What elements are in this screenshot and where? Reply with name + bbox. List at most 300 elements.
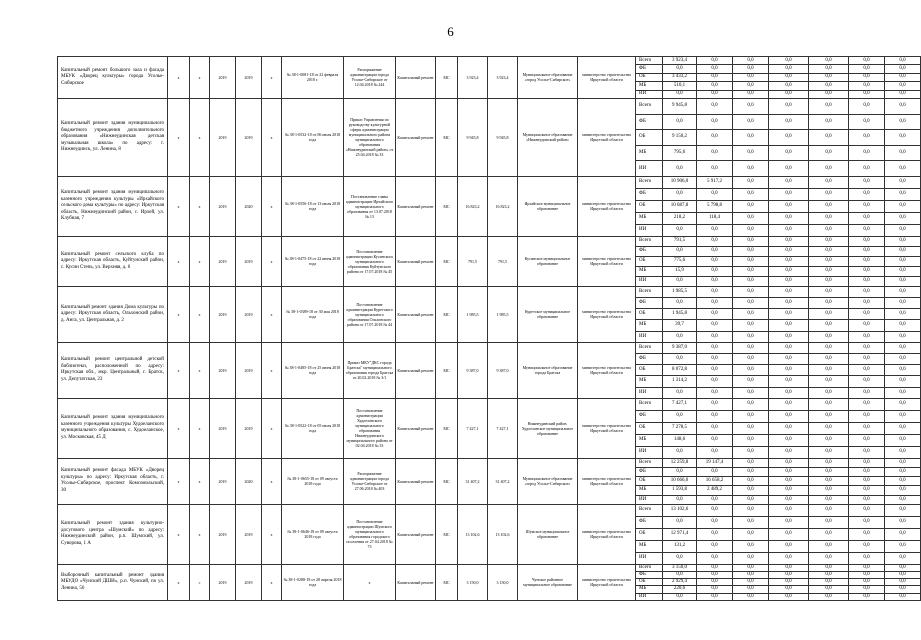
work-type: Капитальный ремонт — [396, 504, 436, 564]
registry-number: № 38-1-0522-18 от 05 июля 2018 года — [282, 398, 344, 458]
funding-value: 0,0 — [769, 571, 809, 578]
col-10: МС — [436, 57, 458, 99]
funding-value: 791,5 — [663, 236, 697, 246]
funding-value: 0,0 — [885, 516, 921, 528]
col-6: х — [262, 342, 282, 398]
funding-value: 0,0 — [885, 130, 921, 146]
funding-value: 0,0 — [849, 528, 885, 540]
funding-value: 0,0 — [769, 458, 809, 467]
col-3: х — [190, 236, 210, 286]
col-3: х — [190, 398, 210, 458]
funding-value: 0,0 — [733, 342, 769, 353]
funding-value: 0,0 — [697, 65, 733, 73]
funding-value: 0,0 — [885, 82, 921, 90]
funding-value: 0,0 — [885, 212, 921, 224]
registry-number: № 38-1-0485-18 от 25 июня 2018 года — [282, 342, 344, 398]
funding-value: 0,0 — [769, 477, 809, 486]
funding-value: 0,0 — [769, 73, 809, 81]
funding-value: 0,0 — [849, 176, 885, 188]
funding-value: 0,0 — [733, 458, 769, 467]
funding-value: 0,0 — [733, 176, 769, 188]
funding-value: 118,4 — [697, 212, 733, 224]
funding-value: 0,0 — [769, 376, 809, 387]
remaining-cost: 7 427,1 — [488, 398, 518, 458]
object-name: Капитальный ремонт здания муниципального казенного учреждения культуры «Ирхайского сельского дома культуры» по адресу: Иркутская область, Нижнеудинский район, с. Ирхей, ул. Клубная, 7 — [58, 176, 168, 236]
funding-source: ФБ — [636, 65, 663, 73]
funding-value: 0,0 — [809, 224, 849, 236]
funding-value: 0,0 — [733, 286, 769, 297]
funding-value: 2 489,2 — [697, 486, 733, 495]
funding-value: 0,0 — [809, 486, 849, 495]
funding-value: 0,0 — [849, 342, 885, 353]
funding-value: 0,0 — [885, 495, 921, 504]
funding-source: ФБ — [636, 467, 663, 476]
object-name: Капитальный ремонт центральной детской библиотеки, расположенной по адресу: Иркутская обл., мкр. Центральный, г. Братск, ул. Депутатская, 23 — [58, 342, 168, 398]
funding-source: ОБ — [636, 528, 663, 540]
customer: Ирхайское муниципальное образование — [518, 176, 578, 236]
funding-value: 0,0 — [769, 188, 809, 200]
remaining-cost: 9 945,8 — [488, 98, 518, 176]
funding-value: 0,0 — [769, 495, 809, 504]
funding-value: 0,0 — [733, 540, 769, 552]
customer: Куретское муниципальное образование — [518, 286, 578, 342]
funding-value: 0,0 — [809, 298, 849, 309]
col-10: МС — [436, 564, 458, 600]
funding-value: 0,0 — [849, 434, 885, 446]
funding-value: 220,6 — [663, 586, 697, 593]
funding-value: 0,0 — [733, 398, 769, 410]
funding-value: 0,0 — [885, 188, 921, 200]
funding-value: 0,0 — [809, 593, 849, 600]
funding-value: 0,0 — [809, 246, 849, 256]
col-2: х — [168, 98, 190, 176]
col-2: х — [168, 236, 190, 286]
funding-source: МБ — [636, 212, 663, 224]
decision-doc: Постановление администрации Кусинского муниципального образования Куйтунского района от 17.07.2018 № 45 — [344, 236, 396, 286]
funding-value: 0,0 — [697, 593, 733, 600]
funding-value: 0,0 — [769, 354, 809, 365]
decision-doc: Постановление главы администрации Ирхайского муниципального образования от 13.07.2018 № 13 — [344, 176, 396, 236]
funding-value: 0,0 — [849, 593, 885, 600]
funding-value: 0,0 — [849, 320, 885, 331]
funding-source: ОБ — [636, 579, 663, 586]
funding-value: 0,0 — [885, 586, 921, 593]
funding-value: 0,0 — [697, 331, 733, 342]
funding-value: 0,0 — [809, 354, 849, 365]
funding-value: 0,0 — [849, 571, 885, 578]
funding-value: 0,0 — [885, 276, 921, 286]
funding-value: 0,0 — [733, 236, 769, 246]
col-3: х — [190, 286, 210, 342]
funding-value: 0,0 — [769, 593, 809, 600]
funding-value: 0,0 — [733, 564, 769, 571]
funding-value: 9 945,8 — [663, 98, 697, 114]
funding-value: 0,0 — [809, 504, 849, 516]
funding-value: 0,0 — [769, 161, 809, 177]
funding-value: 0,0 — [885, 504, 921, 516]
funding-value: 0,0 — [849, 98, 885, 114]
table-row — [58, 236, 921, 246]
funding-value: 0,0 — [849, 410, 885, 422]
funding-value: 0,0 — [769, 516, 809, 528]
funding-value: 12 971,4 — [663, 528, 697, 540]
funding-value: 0,0 — [809, 387, 849, 398]
col-2: х — [168, 286, 190, 342]
funding-value: 3 433,2 — [663, 73, 697, 81]
funding-value: 0,0 — [663, 298, 697, 309]
funding-value: 0,0 — [769, 486, 809, 495]
estimated-cost: 9 945,8 — [458, 98, 488, 176]
col-2: х — [168, 564, 190, 600]
funding-value: 0,0 — [885, 410, 921, 422]
customer: Муниципальное образование «город Усолье-Сибирское» — [518, 57, 578, 99]
funding-value: 0,0 — [809, 65, 849, 73]
funding-value: 2 929,4 — [663, 579, 697, 586]
object-name: Капитальный ремонт здания муниципального казенного учреждения культуры Худоеланского муниципального образования, с. Худоеланское, ул. Московская, 45 Д — [58, 398, 168, 458]
col-10: МС — [436, 504, 458, 564]
decision-doc: Постановление администрации Худоеланского муниципального образования Нижнеудинского муниципального района от 02.04.2018 № 33 — [344, 398, 396, 458]
responsible-ministry: министерство строительства Иркутской области — [578, 98, 636, 176]
funding-value: 0,0 — [769, 224, 809, 236]
responsible-ministry: министерство строительства Иркутской области — [578, 504, 636, 564]
funding-value: 510,1 — [663, 82, 697, 90]
responsible-ministry: министерство строительства Иркутской области — [578, 398, 636, 458]
year-start: 2019 — [210, 458, 236, 504]
funding-source: ФБ — [636, 354, 663, 365]
responsible-ministry: министерство строительства Иркутской области — [578, 176, 636, 236]
funding-value: 0,0 — [733, 161, 769, 177]
funding-value: 0,0 — [849, 564, 885, 571]
funding-value: 0,0 — [697, 298, 733, 309]
funding-source: Всего — [636, 98, 663, 114]
col-6: х — [262, 564, 282, 600]
funding-source: ИИ — [636, 446, 663, 458]
funding-value: 0,0 — [663, 90, 697, 98]
funding-value: 13 102,6 — [663, 504, 697, 516]
year-end: 2019 — [236, 286, 262, 342]
funding-value: 12 259,8 — [663, 458, 697, 467]
funding-value: 0,0 — [733, 422, 769, 434]
funding-value: 0,0 — [769, 528, 809, 540]
funding-value: 0,0 — [809, 571, 849, 578]
funding-value: 5 798,8 — [697, 200, 733, 212]
funding-source: Всего — [636, 504, 663, 516]
year-start: 2019 — [210, 236, 236, 286]
funding-value: 0,0 — [849, 309, 885, 320]
funding-value: 0,0 — [849, 540, 885, 552]
table-row — [58, 57, 921, 65]
funding-value: 0,0 — [663, 410, 697, 422]
funding-value: 0,0 — [769, 422, 809, 434]
col-6: х — [262, 286, 282, 342]
col-2: х — [168, 342, 190, 398]
funding-value: 0,0 — [769, 212, 809, 224]
funding-value: 8 072,8 — [663, 365, 697, 376]
funding-value: 0,0 — [849, 354, 885, 365]
funding-value: 0,0 — [733, 516, 769, 528]
funding-value: 0,0 — [885, 320, 921, 331]
funding-value: 0,0 — [849, 266, 885, 276]
funding-value: 0,0 — [885, 331, 921, 342]
funding-value: 0,0 — [697, 256, 733, 266]
funding-value: 9 150,2 — [663, 130, 697, 146]
funding-value: 0,0 — [885, 286, 921, 297]
funding-value: 0,0 — [849, 188, 885, 200]
customer: Кусинское муниципальное образование — [518, 236, 578, 286]
funding-value: 0,0 — [885, 309, 921, 320]
funding-value: 0,0 — [809, 130, 849, 146]
funding-value: 0,0 — [733, 266, 769, 276]
col-6: х — [262, 176, 282, 236]
funding-source: ИИ — [636, 161, 663, 177]
year-end: 2020 — [236, 458, 262, 504]
funding-source: МБ — [636, 486, 663, 495]
funding-source: ИИ — [636, 90, 663, 98]
year-start: 2019 — [210, 564, 236, 600]
funding-value: 0,0 — [809, 266, 849, 276]
decision-doc: Приказ МКУ"ДКС города Братска" муниципального образования города Братска от 20.02.2018 № 3/1 — [344, 342, 396, 398]
funding-value: 0,0 — [885, 114, 921, 130]
work-type: Капитальный ремонт — [396, 98, 436, 176]
funding-value: 0,0 — [733, 446, 769, 458]
funding-value: 0,0 — [809, 331, 849, 342]
funding-value: 0,0 — [769, 467, 809, 476]
year-end: 2019 — [236, 236, 262, 286]
funding-value: 0,0 — [809, 145, 849, 161]
funding-value: 0,0 — [809, 212, 849, 224]
customer: Чунское районное муниципальное образование — [518, 564, 578, 600]
funding-value: 0,0 — [769, 410, 809, 422]
year-start: 2019 — [210, 398, 236, 458]
funding-value: 0,0 — [769, 276, 809, 286]
funding-value: 0,0 — [769, 434, 809, 446]
funding-value: 0,0 — [663, 246, 697, 256]
funding-value: 0,0 — [809, 57, 849, 65]
estimated-cost: 16 823,2 — [458, 176, 488, 236]
funding-value: 0,0 — [885, 458, 921, 467]
funding-value: 0,0 — [733, 320, 769, 331]
funding-value: 0,0 — [733, 73, 769, 81]
responsible-ministry: министерство строительства Иркутской области — [578, 564, 636, 600]
funding-value: 0,0 — [885, 342, 921, 353]
funding-value: 0,0 — [697, 145, 733, 161]
funding-value: 15,9 — [663, 266, 697, 276]
funding-value: 0,0 — [809, 309, 849, 320]
funding-value: 0,0 — [769, 98, 809, 114]
funding-value: 0,0 — [733, 376, 769, 387]
funding-value: 0,0 — [663, 571, 697, 578]
year-end: 2019 — [236, 342, 262, 398]
funding-value: 0,0 — [809, 434, 849, 446]
funding-value: 0,0 — [849, 467, 885, 476]
object-name: Капитальный ремонт здания муниципального бюджетного учреждения дополнительного образования «Нижнеудинская детская музыкальная школа» по адресу: г. Нижнеудинск, ул. Ленина, 8 — [58, 98, 168, 176]
col-3: с — [190, 564, 210, 600]
funding-value: 0,0 — [697, 188, 733, 200]
funding-value: 0,0 — [769, 82, 809, 90]
funding-value: 0,0 — [733, 82, 769, 90]
funding-value: 0,0 — [885, 236, 921, 246]
funding-value: 0,0 — [885, 467, 921, 476]
funding-value: 1 985,5 — [663, 286, 697, 297]
funding-value: 0,0 — [885, 73, 921, 81]
table-row — [58, 98, 921, 114]
funding-value: 0,0 — [697, 495, 733, 504]
year-end: 2019 — [236, 57, 262, 99]
funding-value: 0,0 — [769, 387, 809, 398]
funding-value: 0,0 — [849, 458, 885, 467]
registry-number: № 38-1-0389-18 от 30 мая 2018 года — [282, 286, 344, 342]
remaining-cost: 791,5 — [488, 236, 518, 286]
col-6: х — [262, 236, 282, 286]
funding-value: 0,0 — [697, 516, 733, 528]
funding-value: 0,0 — [885, 422, 921, 434]
funding-value: 0,0 — [809, 320, 849, 331]
funding-value: 0,0 — [769, 256, 809, 266]
funding-value: 0,0 — [885, 376, 921, 387]
funding-source: ИИ — [636, 495, 663, 504]
funding-value: 0,0 — [697, 571, 733, 578]
decision-doc: Распоряжение администрации города Усолье-Сибирское от 27.06.2018 № 403 — [344, 458, 396, 504]
funding-value: 131,2 — [663, 540, 697, 552]
funding-value: 0,0 — [769, 586, 809, 593]
funding-value: 1 314,2 — [663, 376, 697, 387]
estimated-cost: 3 150,0 — [458, 564, 488, 600]
responsible-ministry: министерство строительства Иркутской области — [578, 342, 636, 398]
funding-value: 0,0 — [663, 467, 697, 476]
funding-value: 0,0 — [885, 224, 921, 236]
funding-value: 0,0 — [733, 593, 769, 600]
funding-value: 0,0 — [769, 65, 809, 73]
funding-source: Всего — [636, 286, 663, 297]
funding-value: 10 906,0 — [663, 176, 697, 188]
table-row — [58, 504, 921, 516]
year-end: 2019 — [236, 98, 262, 176]
funding-value: 0,0 — [809, 365, 849, 376]
funding-source: ИИ — [636, 331, 663, 342]
col-3: х — [190, 342, 210, 398]
funding-value: 0,0 — [885, 579, 921, 586]
col-6: х — [262, 98, 282, 176]
work-type: Капитальный ремонт — [396, 176, 436, 236]
funding-value: 0,0 — [733, 57, 769, 65]
funding-value: 0,0 — [885, 540, 921, 552]
funding-value: 0,0 — [849, 495, 885, 504]
funding-source: ОБ — [636, 422, 663, 434]
funding-source: ФБ — [636, 246, 663, 256]
funding-value: 0,0 — [733, 552, 769, 564]
work-type: Капитальный ремонт — [396, 57, 436, 99]
table-row — [58, 176, 921, 188]
funding-value: 0,0 — [733, 528, 769, 540]
col-6: х — [262, 57, 282, 99]
funding-value: 0,0 — [733, 486, 769, 495]
funding-source: ОБ — [636, 200, 663, 212]
col-6: х — [262, 398, 282, 458]
funding-value: 3 150,0 — [663, 564, 697, 571]
work-type: Капитальный ремонт — [396, 286, 436, 342]
estimated-cost: 1 985,5 — [458, 286, 488, 342]
funding-value: 0,0 — [809, 200, 849, 212]
funding-value: 0,0 — [733, 224, 769, 236]
col-10: МС — [436, 398, 458, 458]
funding-value: 0,0 — [849, 398, 885, 410]
funding-value: 0,0 — [769, 331, 809, 342]
year-end: 2019 — [236, 504, 262, 564]
funding-value: 0,0 — [885, 477, 921, 486]
funding-value: 3 923,4 — [663, 57, 697, 65]
funding-value: 0,0 — [769, 446, 809, 458]
funding-value: 0,0 — [769, 309, 809, 320]
funding-value: 0,0 — [733, 114, 769, 130]
funding-source: ОБ — [636, 256, 663, 266]
responsible-ministry: министерство строительства Иркутской области — [578, 458, 636, 504]
funding-value: 0,0 — [885, 298, 921, 309]
funding-value: 0,0 — [849, 365, 885, 376]
funding-value: 0,0 — [733, 354, 769, 365]
responsible-ministry: министерство строительства Иркутской области — [578, 236, 636, 286]
funding-value: 0,0 — [809, 114, 849, 130]
funding-value: 0,0 — [849, 286, 885, 297]
funding-value: 0,0 — [769, 398, 809, 410]
funding-value: 0,0 — [809, 579, 849, 586]
funding-source: ИИ — [636, 224, 663, 236]
funding-value: 0,0 — [733, 410, 769, 422]
funding-source: ОБ — [636, 477, 663, 486]
funding-value: 0,0 — [885, 528, 921, 540]
funding-value: 0,0 — [663, 276, 697, 286]
funding-value: 148,6 — [663, 434, 697, 446]
funding-value: 0,0 — [849, 130, 885, 146]
year-start: 2019 — [210, 176, 236, 236]
funding-value: 0,0 — [769, 298, 809, 309]
funding-value: 0,0 — [809, 540, 849, 552]
funding-value: 0,0 — [885, 365, 921, 376]
funding-value: 0,0 — [809, 495, 849, 504]
funding-value: 0,0 — [769, 200, 809, 212]
funding-source: МБ — [636, 586, 663, 593]
funding-value: 0,0 — [697, 564, 733, 571]
funding-source: Всего — [636, 564, 663, 571]
funding-value: 0,0 — [697, 161, 733, 177]
funding-value: 0,0 — [885, 486, 921, 495]
col-2: х — [168, 57, 190, 99]
decision-doc: Постановление администрации Куретского муниципального образования Ольхонского района от 17.07.2018 № 44 — [344, 286, 396, 342]
estimated-cost: 31 407,2 — [458, 458, 488, 504]
funding-value: 0,0 — [663, 387, 697, 398]
funding-value: 0,0 — [809, 236, 849, 246]
funding-value: 0,0 — [769, 145, 809, 161]
estimated-cost: 3 923,4 — [458, 57, 488, 99]
funding-source: ФБ — [636, 298, 663, 309]
funding-value: 0,0 — [697, 467, 733, 476]
funding-value: 0,0 — [697, 82, 733, 90]
objects-table — [57, 56, 921, 601]
funding-value: 775,6 — [663, 256, 697, 266]
estimated-cost: 13 102,6 — [458, 504, 488, 564]
funding-value: 0,0 — [885, 552, 921, 564]
funding-value: 39,7 — [663, 320, 697, 331]
funding-source: ФБ — [636, 516, 663, 528]
funding-value: 0,0 — [809, 398, 849, 410]
funding-value: 0,0 — [885, 434, 921, 446]
funding-value: 0,0 — [769, 90, 809, 98]
funding-value: 0,0 — [885, 398, 921, 410]
funding-value: 0,0 — [733, 246, 769, 256]
funding-value: 0,0 — [849, 161, 885, 177]
funding-value: 0,0 — [809, 516, 849, 528]
funding-value: 0,0 — [697, 579, 733, 586]
col-3: х — [190, 458, 210, 504]
